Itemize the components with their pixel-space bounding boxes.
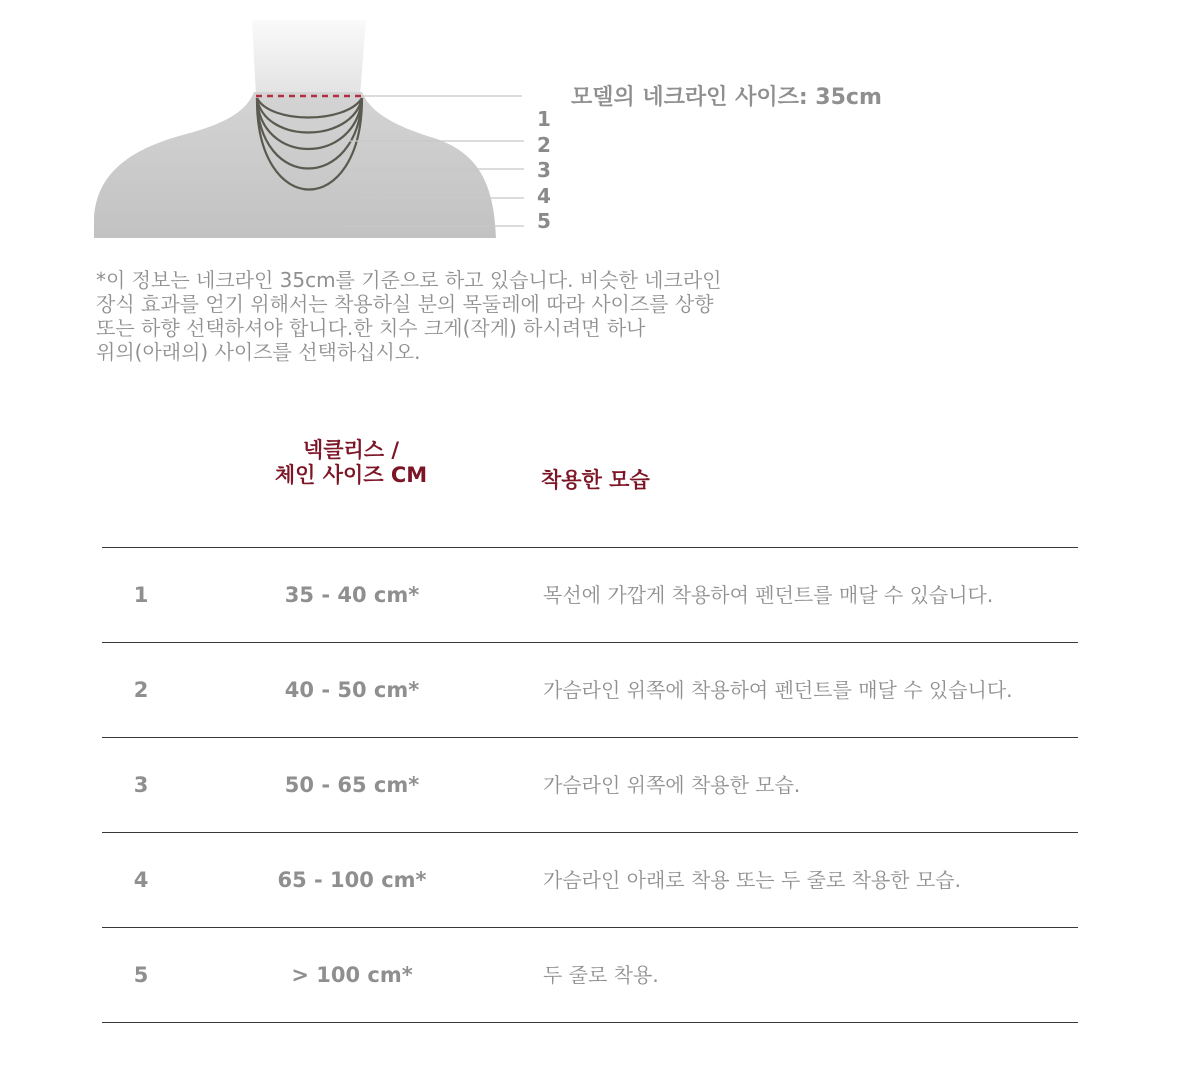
row-number: 2 [133, 678, 149, 702]
size-guide-note [96, 268, 916, 364]
column-header-size [236, 438, 466, 488]
row-number: 5 [133, 963, 149, 987]
model-neckline-size: 모델의 네크라인 사이즈: 35cm [571, 85, 882, 110]
note-line-4: 위의(아래의) 사이즈를 선택하십시오. [96, 340, 421, 364]
column-header-size-line-2: 체인 사이즈 CM [274, 463, 428, 487]
torso-shape [94, 92, 496, 238]
column-header-look: 착용한 모습 [541, 468, 650, 492]
note-line-2: 장식 효과를 얻기 위해서는 착용하실 분의 목둘레에 따라 사이즈를 상향 [96, 292, 714, 316]
necklace-illustration [94, 20, 564, 252]
level-label-1: 1 [537, 107, 551, 131]
neck-shape [252, 20, 366, 96]
table-row [102, 643, 1078, 738]
row-description: 가슴라인 아래로 착용 또는 두 줄로 착용한 모습. [543, 868, 961, 892]
row-description: 가슴라인 위쪽에 착용하여 펜던트를 매달 수 있습니다. [543, 678, 1013, 702]
row-description: 가슴라인 위쪽에 착용한 모습. [543, 773, 801, 797]
row-size: 65 - 100 cm* [277, 868, 427, 892]
necklace-length-figure [94, 20, 564, 252]
row-description: 두 줄로 착용. [543, 963, 659, 987]
level-label-2: 2 [537, 133, 551, 157]
level-label-4: 4 [537, 184, 551, 208]
size-table [102, 547, 1078, 1023]
row-size: > 100 cm* [291, 963, 413, 987]
row-size: 35 - 40 cm* [284, 583, 420, 607]
row-size: 50 - 65 cm* [284, 773, 420, 797]
table-row [102, 833, 1078, 928]
row-number: 1 [133, 583, 149, 607]
level-label-5: 5 [537, 209, 551, 233]
table-row [102, 928, 1078, 1023]
table-row [102, 548, 1078, 643]
row-size: 40 - 50 cm* [284, 678, 420, 702]
note-line-1: *이 정보는 네크라인 35cm를 기준으로 하고 있습니다. 비슷한 네크라인 [96, 268, 722, 292]
table-row [102, 738, 1078, 833]
level-label-3: 3 [537, 158, 551, 182]
column-header-size-line-1: 넥클리스 / [302, 438, 400, 462]
row-number: 4 [133, 868, 149, 892]
row-number: 3 [133, 773, 149, 797]
row-description: 목선에 가깝게 착용하여 펜던트를 매달 수 있습니다. [543, 583, 994, 607]
note-line-3: 또는 하향 선택하셔야 합니다.한 치수 크게(작게) 하시려면 하나 [96, 316, 646, 340]
